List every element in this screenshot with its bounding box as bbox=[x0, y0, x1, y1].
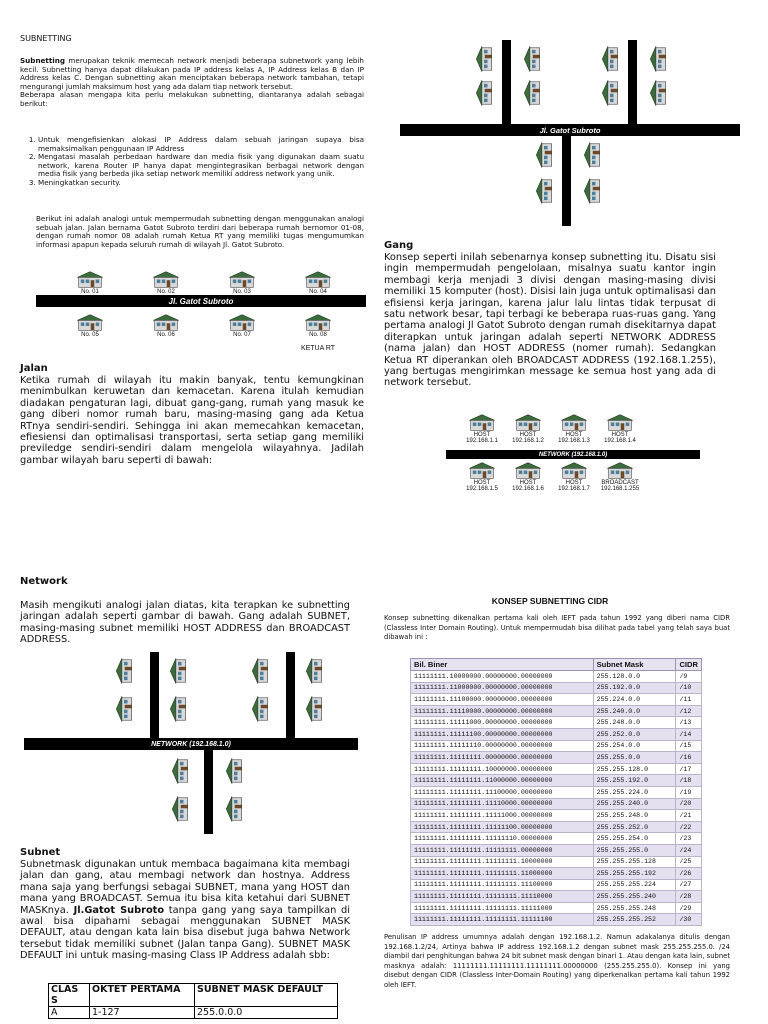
host-name: HOST bbox=[565, 432, 583, 438]
mask-col-class: CLAS S bbox=[49, 984, 90, 1007]
cidr-binary-cell: 11111111.11111100.00000000.00000000 bbox=[411, 728, 594, 740]
reasons-list bbox=[20, 136, 364, 188]
ketua-rt-label: KETUA RT bbox=[300, 345, 336, 352]
cidr-table-row bbox=[411, 775, 702, 787]
house-icon bbox=[521, 45, 543, 73]
cidr-mask-cell: 255.192.0.0 bbox=[593, 682, 676, 694]
house-icon bbox=[223, 757, 245, 785]
cidr-binary-cell: 11111111.11110000.00000000.00000000 bbox=[411, 705, 594, 717]
house-icon bbox=[510, 414, 546, 431]
subnet-network-road: NETWORK (192.168.1.0) bbox=[24, 738, 358, 750]
subnet-mask-table bbox=[48, 983, 338, 1019]
cidr-binary-cell: 11111111.11111111.11111000.00000000 bbox=[411, 810, 594, 822]
cidr-mask-cell: 255.255.252.0 bbox=[593, 821, 676, 833]
cidr-mask-cell: 255.252.0.0 bbox=[593, 728, 676, 740]
cidr-mask-cell: 255.240.0.0 bbox=[593, 705, 676, 717]
subnet-text-b: tanpa gang yang saya tampilkan di awal bisa dipahami sebagai menggunakan SUBNET MASK DEFAULT, atau dengan kata lain bisa disebut juga bahwa Network tersebut tidak memiliki subnet (Jalan tanpa Gang). SUBNET MASK DEFAULT ini untuk masing-masing Class IP Address adalah sbb: bbox=[20, 904, 350, 962]
house-icon bbox=[599, 79, 621, 107]
cidr-binary-cell: 11111111.11111111.11111111.11111100 bbox=[411, 914, 594, 926]
house-label: No. 03 bbox=[233, 289, 251, 295]
cidr-prefix-cell: /27 bbox=[676, 879, 702, 891]
house-icon bbox=[473, 45, 495, 73]
reason-item: 3. Meningkatkan security. bbox=[38, 179, 364, 188]
cidr-table-row bbox=[411, 705, 702, 717]
cidr-table-row bbox=[411, 868, 702, 880]
mask-col-default: SUBNET MASK DEFAULT bbox=[195, 984, 338, 1007]
host-name: HOST bbox=[565, 480, 583, 486]
host-ip: 192.168.1.1 bbox=[466, 438, 498, 444]
cidr-binary-cell: 11111111.11111111.11000000.00000000 bbox=[411, 775, 594, 787]
house-icon bbox=[647, 79, 669, 107]
host-label bbox=[502, 480, 554, 492]
house-icon bbox=[169, 757, 191, 785]
network-text: Masih mengikuti analogi jalan diatas, kita terapkan ke subnetting jaringan adalah seperti gambar di bawah. Gang adalah SUBNET, masing-masing subnet memiliki HOST ADDRESS dan BROADCAST ADDRESS. bbox=[20, 600, 350, 646]
cidr-binary-cell: 11111111.11111111.11111111.11110000 bbox=[411, 891, 594, 903]
house-label: No. 05 bbox=[81, 332, 99, 338]
host-ip: 192.168.1.3 bbox=[558, 438, 590, 444]
analogy-paragraph: Berikut ini adalah analogi untuk mempermudah subnetting dengan menggunakan analogi sebuah jalan. Jalan bernama Gatot Subroto terdiri dari beberapa rumah bernomor 01-08, dengan rumah nomor 08 adalah rumah Ketua RT yang memiliki tugas mengumumkan informasi apapun kepada seluruh rumah di wilayah Jl. Gatot Subroto. bbox=[36, 214, 364, 249]
host-label bbox=[594, 432, 646, 444]
cidr-table-row bbox=[411, 671, 702, 683]
jalan-text: Ketika rumah di wilayah itu makin banyak, tentu kemungkinan menimbulkan keruwetan dan kemacetan. Karena itulah kemudian diadakan pengaturan lagi, dibuat gang-gang, rumah yang masuk ke gang diberi nomor rumah baru, masing-masing gang ada Ketua RTnya sendiri-sendiri. Sehingga ini akan memecahkan kemacetan, efiesiensi dan optimalisasi transportasi, serta setiap gang memiliki previledge sendiri-sendiri dalam mengelola wilayahnya. Jadilah gambar wilayah baru seperti di bawah: bbox=[20, 375, 364, 466]
cidr-mask-cell: 255.255.192.0 bbox=[593, 775, 676, 787]
cidr-table-row bbox=[411, 856, 702, 868]
cidr-table-row bbox=[411, 752, 702, 764]
cidr-prefix-cell: /19 bbox=[676, 786, 702, 798]
intro-paragraph bbox=[20, 57, 364, 109]
jalan-heading: Jalan bbox=[20, 363, 48, 374]
subnet-bold: Jl.Gatot Subroto bbox=[73, 904, 165, 916]
cidr-prefix-cell: /15 bbox=[676, 740, 702, 752]
cidr-prefix-cell: /25 bbox=[676, 856, 702, 868]
cidr-prefix-cell: /10 bbox=[676, 682, 702, 694]
cidr-mask-cell: 255.255.255.128 bbox=[593, 856, 676, 868]
cidr-table-row bbox=[411, 879, 702, 891]
cidr-binary-cell: 11111111.11111111.11111111.11100000 bbox=[411, 879, 594, 891]
cidr-prefix-cell: /28 bbox=[676, 891, 702, 903]
host-diagram bbox=[446, 412, 700, 502]
cidr-table-row bbox=[411, 914, 702, 926]
house-icon bbox=[303, 657, 325, 685]
host-name: BROADCAST bbox=[601, 480, 639, 486]
house-icon bbox=[146, 314, 186, 331]
host-name: HOST bbox=[611, 432, 629, 438]
cidr-table-row bbox=[411, 728, 702, 740]
cidr-table-row bbox=[411, 682, 702, 694]
cidr-table-row bbox=[411, 798, 702, 810]
cidr-prefix-cell: /14 bbox=[676, 728, 702, 740]
cidr-mask-cell: 255.254.0.0 bbox=[593, 740, 676, 752]
house-icon bbox=[70, 271, 110, 288]
cidr-intro: Konsep subnetting dikenalkan pertama kali oleh IEFT pada tahun 1992 yang diberi nama CIDR (Classless Inter Domain Routing). Untuk mempermudah bisa dilihat pada tabel yang telah saya buat dibawah ini : bbox=[384, 614, 730, 642]
cidr-binary-cell: 11111111.11111111.00000000.00000000 bbox=[411, 752, 594, 764]
cidr-prefix-cell: /16 bbox=[676, 752, 702, 764]
cidr-mask-cell: 255.255.0.0 bbox=[593, 752, 676, 764]
cidr-table-row bbox=[411, 833, 702, 845]
cidr-table-row bbox=[411, 717, 702, 729]
host-ip: 192.168.1.255 bbox=[600, 486, 640, 492]
mask-cell: 255.0.0.0 bbox=[195, 1007, 338, 1019]
host-name: HOST bbox=[473, 480, 491, 486]
mask-cell: 1-127 bbox=[90, 1007, 195, 1019]
cidr-prefix-cell: /22 bbox=[676, 821, 702, 833]
mask-cell: A bbox=[49, 1007, 90, 1019]
cidr-mask-cell: 255.224.0.0 bbox=[593, 694, 676, 706]
host-ip: 192.168.1.2 bbox=[512, 438, 544, 444]
host-ip: 192.168.1.7 bbox=[558, 486, 590, 492]
house-icon bbox=[249, 657, 271, 685]
house-icon bbox=[464, 462, 500, 479]
subnet-text-a: Subnetmask digunakan untuk membaca bagaimana kita membagi jalan dan gang, atau membagi network dan hostnya. Address mana saja yang berfungsi sebagai SUBNET, mana yang HOST dan mana yang BROADCAST. Semua itu bisa kita ketahui dari SUBNET MASKnya. bbox=[20, 859, 350, 916]
mask-table-row bbox=[49, 1007, 338, 1019]
cidr-binary-cell: 11111111.11111000.00000000.00000000 bbox=[411, 717, 594, 729]
cidr-prefix-cell: /18 bbox=[676, 775, 702, 787]
cidr-binary-cell: 11111111.11100000.00000000.00000000 bbox=[411, 694, 594, 706]
house-icon bbox=[510, 462, 546, 479]
host-network-road: NETWORK (192.168.1.0) bbox=[446, 450, 700, 459]
house-icon bbox=[167, 657, 189, 685]
reason-item: 2. Mengatasi masalah perbedaan hardware dan media fisik yang digunakan daam suatu network, karena Router IP hanya dapat mengintegrasikan berbagai network dengan media fisik yang berbeda jika setiap network memiliki address network yang unik. bbox=[38, 153, 364, 179]
subnet-bottom-road bbox=[204, 750, 213, 834]
cidr-mask-cell: 255.255.255.192 bbox=[593, 868, 676, 880]
subnet-text bbox=[20, 859, 350, 962]
cidr-prefix-cell: /24 bbox=[676, 844, 702, 856]
cidr-mask-cell: 255.248.0.0 bbox=[593, 717, 676, 729]
cidr-mask-cell: 255.255.255.248 bbox=[593, 902, 676, 914]
house-label: No. 04 bbox=[309, 289, 327, 295]
cidr-table-row bbox=[411, 763, 702, 775]
cidr-table-row bbox=[411, 821, 702, 833]
house-icon bbox=[146, 271, 186, 288]
reasons-intro: Beberapa alasan mengapa kita perlu melakukan subnetting, diantaranya adalah sebagai berikut: bbox=[20, 90, 364, 108]
cidr-prefix-cell: /30 bbox=[676, 914, 702, 926]
gang-top-road bbox=[502, 40, 511, 124]
gang-text: Konsep seperti inilah sebenarnya konsep subnetting itu. Disatu sisi ingin mempermudah pengelolaan, misalnya suatu kantor ingin membagi kerja menjadi 3 divisi dengan masing-masing divisi memiliki 15 komputer (host). Disisi lain juga untuk optimalisasi dan efisiensi kerja jaringan, karena jalur lalu lintas tidak terpusat di satu network besar, tapi terbagi ke beberapa ruas-ruas gang. Yang pertama analogi Jl Gatot Subroto dengan rumah disekitarnya dapat diterapkan untuk jaringan adalah seperti NETWORK ADDRESS (nama jalan) dan HOST ADDRESS (nomer rumah). Sedangkan Ketua RT diperankan oleh BROADCAST ADDRESS (192.168.1.255), yang bertugas mengirimkan message ke semua host yang ada di network tersebut. bbox=[384, 252, 716, 389]
host-label bbox=[548, 480, 600, 492]
house-icon bbox=[167, 695, 189, 723]
cidr-mask-cell: 255.255.128.0 bbox=[593, 763, 676, 775]
gang-diagram bbox=[400, 40, 740, 230]
cidr-prefix-cell: /20 bbox=[676, 798, 702, 810]
house-icon bbox=[303, 695, 325, 723]
cidr-binary-cell: 11111111.11000000.00000000.00000000 bbox=[411, 682, 594, 694]
mask-col-octet: OKTET PERTAMA bbox=[90, 984, 195, 1007]
host-label bbox=[548, 432, 600, 444]
cidr-binary-cell: 11111111.11111111.11111110.00000000 bbox=[411, 833, 594, 845]
house-icon bbox=[222, 271, 262, 288]
cidr-binary-cell: 11111111.11111111.11110000.00000000 bbox=[411, 798, 594, 810]
cidr-mask-cell: 255.255.255.240 bbox=[593, 891, 676, 903]
cidr-binary-cell: 11111111.11111111.11111111.10000000 bbox=[411, 856, 594, 868]
cidr-mask-cell: 255.255.248.0 bbox=[593, 810, 676, 822]
house-icon bbox=[533, 177, 555, 205]
house-icon bbox=[521, 79, 543, 107]
house-icon bbox=[249, 695, 271, 723]
cidr-table-header bbox=[411, 659, 702, 671]
host-name: HOST bbox=[519, 480, 537, 486]
cidr-binary-cell: 11111111.11111111.11111111.11000000 bbox=[411, 868, 594, 880]
cidr-prefix-cell: /11 bbox=[676, 694, 702, 706]
cidr-mask-cell: 255.255.254.0 bbox=[593, 833, 676, 845]
host-label bbox=[502, 432, 554, 444]
cidr-table-row bbox=[411, 694, 702, 706]
cidr-mask-cell: 255.255.255.252 bbox=[593, 914, 676, 926]
cidr-prefix-cell: /23 bbox=[676, 833, 702, 845]
intro-lead: Subnetting bbox=[20, 56, 66, 65]
host-label bbox=[594, 480, 646, 492]
house-icon bbox=[599, 45, 621, 73]
cidr-prefix-cell: /21 bbox=[676, 810, 702, 822]
host-ip: 192.168.1.4 bbox=[604, 438, 636, 444]
network-heading: Network bbox=[20, 576, 68, 587]
house-icon bbox=[298, 271, 338, 288]
cidr-prefix-cell: /13 bbox=[676, 717, 702, 729]
host-ip: 192.168.1.5 bbox=[466, 486, 498, 492]
host-name: HOST bbox=[473, 432, 491, 438]
cidr-prefix-cell: /29 bbox=[676, 902, 702, 914]
cidr-binary-cell: 11111111.11111110.00000000.00000000 bbox=[411, 740, 594, 752]
cidr-col-cidr: CIDR bbox=[676, 659, 702, 671]
cidr-binary-cell: 11111111.11111111.11111111.00000000 bbox=[411, 844, 594, 856]
cidr-table-row bbox=[411, 810, 702, 822]
gang-bottom-road bbox=[562, 136, 571, 226]
cidr-table-row bbox=[411, 902, 702, 914]
cidr-prefix-cell: /17 bbox=[676, 763, 702, 775]
house-icon bbox=[169, 795, 191, 823]
host-label bbox=[456, 480, 508, 492]
cidr-prefix-cell: /26 bbox=[676, 868, 702, 880]
house-icon bbox=[581, 141, 603, 169]
house-icon bbox=[473, 79, 495, 107]
cidr-prefix-cell: /12 bbox=[676, 705, 702, 717]
house-label: No. 06 bbox=[157, 332, 175, 338]
cidr-table-row bbox=[411, 786, 702, 798]
gang-top-right-road bbox=[628, 40, 637, 124]
house-label: No. 08 bbox=[309, 332, 327, 338]
cidr-binary-cell: 11111111.10000000.00000000.00000000 bbox=[411, 671, 594, 683]
house-icon bbox=[464, 414, 500, 431]
cidr-mask-cell: 255.255.224.0 bbox=[593, 786, 676, 798]
cidr-prefix-cell: /9 bbox=[676, 671, 702, 683]
host-name: HOST bbox=[519, 432, 537, 438]
house-label: No. 07 bbox=[233, 332, 251, 338]
house-label: No. 01 bbox=[81, 289, 99, 295]
house-icon bbox=[602, 462, 638, 479]
house-icon bbox=[602, 414, 638, 431]
house-icon bbox=[556, 462, 592, 479]
house-icon bbox=[113, 695, 135, 723]
house-icon bbox=[533, 141, 555, 169]
house-icon bbox=[556, 414, 592, 431]
cidr-mask-cell: 255.255.240.0 bbox=[593, 798, 676, 810]
subnet-right-road bbox=[286, 652, 295, 738]
cidr-col-mask: Subnet Mask bbox=[593, 659, 676, 671]
cidr-table-row bbox=[411, 844, 702, 856]
cidr-title: KONSEP SUBNETTING CIDR bbox=[491, 596, 609, 606]
house-label: No. 02 bbox=[157, 289, 175, 295]
house-icon bbox=[70, 314, 110, 331]
house-icon bbox=[222, 314, 262, 331]
subnet-diagram bbox=[24, 652, 358, 836]
gang-main-road: Jl. Gatot Subroto bbox=[400, 124, 740, 136]
subnet-left-road bbox=[150, 652, 159, 738]
host-label bbox=[456, 432, 508, 444]
cidr-table-row bbox=[411, 891, 702, 903]
house-icon bbox=[298, 314, 338, 331]
cidr-mask-cell: 255.128.0.0 bbox=[593, 671, 676, 683]
house-icon bbox=[113, 657, 135, 685]
cidr-binary-cell: 11111111.11111111.11111100.00000000 bbox=[411, 821, 594, 833]
house-icon bbox=[647, 45, 669, 73]
cidr-binary-cell: 11111111.11111111.11111111.11111000 bbox=[411, 902, 594, 914]
cidr-col-binary: Bil. Biner bbox=[411, 659, 594, 671]
cidr-binary-cell: 11111111.11111111.11100000.00000000 bbox=[411, 786, 594, 798]
mask-table-header bbox=[49, 984, 338, 1007]
gang-heading: Gang bbox=[384, 240, 414, 251]
cidr-table-row bbox=[411, 740, 702, 752]
street-diagram bbox=[36, 270, 366, 358]
cidr-binary-cell: 11111111.11111111.10000000.00000000 bbox=[411, 763, 594, 775]
house-icon bbox=[581, 177, 603, 205]
host-ip: 192.168.1.6 bbox=[512, 486, 544, 492]
subnet-heading: Subnet bbox=[20, 847, 61, 858]
page-title: SUBNETTING bbox=[20, 34, 72, 43]
cidr-mask-cell: 255.255.255.0 bbox=[593, 844, 676, 856]
cidr-table bbox=[410, 658, 702, 926]
reason-item: 1. Untuk mengefisienkan alokasi IP Address dalam sebuah jaringan supaya bisa memaksimalkan penggunaan IP Address bbox=[38, 136, 364, 153]
cidr-outro: Penulisan IP address umumnya adalah dengan 192.168.1.2. Namun adakalanya ditulis dengan 192.168.1.2/24, Artinya bahwa IP address 192.168.1.2 dengan subnet mask 255.255.255.0. /24 diambil dari penghitungan bahwa 24 bit subnet mask dengan binari 1. Atau dengan kata lain, subnet masknya adalah: 11111111.11111111.11111111.00000000 (255.255.255.0). Konsep ini yang disebut dengan CIDR (Classless Inter-Domain Routing) yang diperkenalkan pertama kali tahun 1992 oleh IEFT. bbox=[384, 933, 730, 989]
intro-text: merupakan teknik memecah network menjadi beberapa subnetwork yang lebih kecil. Subnetting hanya dapat dilakukan pada IP address kelas A, IP Address kelas B dan IP Address kelas C. Dengan subnetting akan menciptakan beberapa network tambahan, tetapi mengurangi jumlah maksimum host yang ada dalam tiap network tersebut. bbox=[20, 56, 364, 91]
house-icon bbox=[223, 795, 245, 823]
street-road: Jl. Gatot Subroto bbox=[36, 295, 366, 307]
cidr-mask-cell: 255.255.255.224 bbox=[593, 879, 676, 891]
